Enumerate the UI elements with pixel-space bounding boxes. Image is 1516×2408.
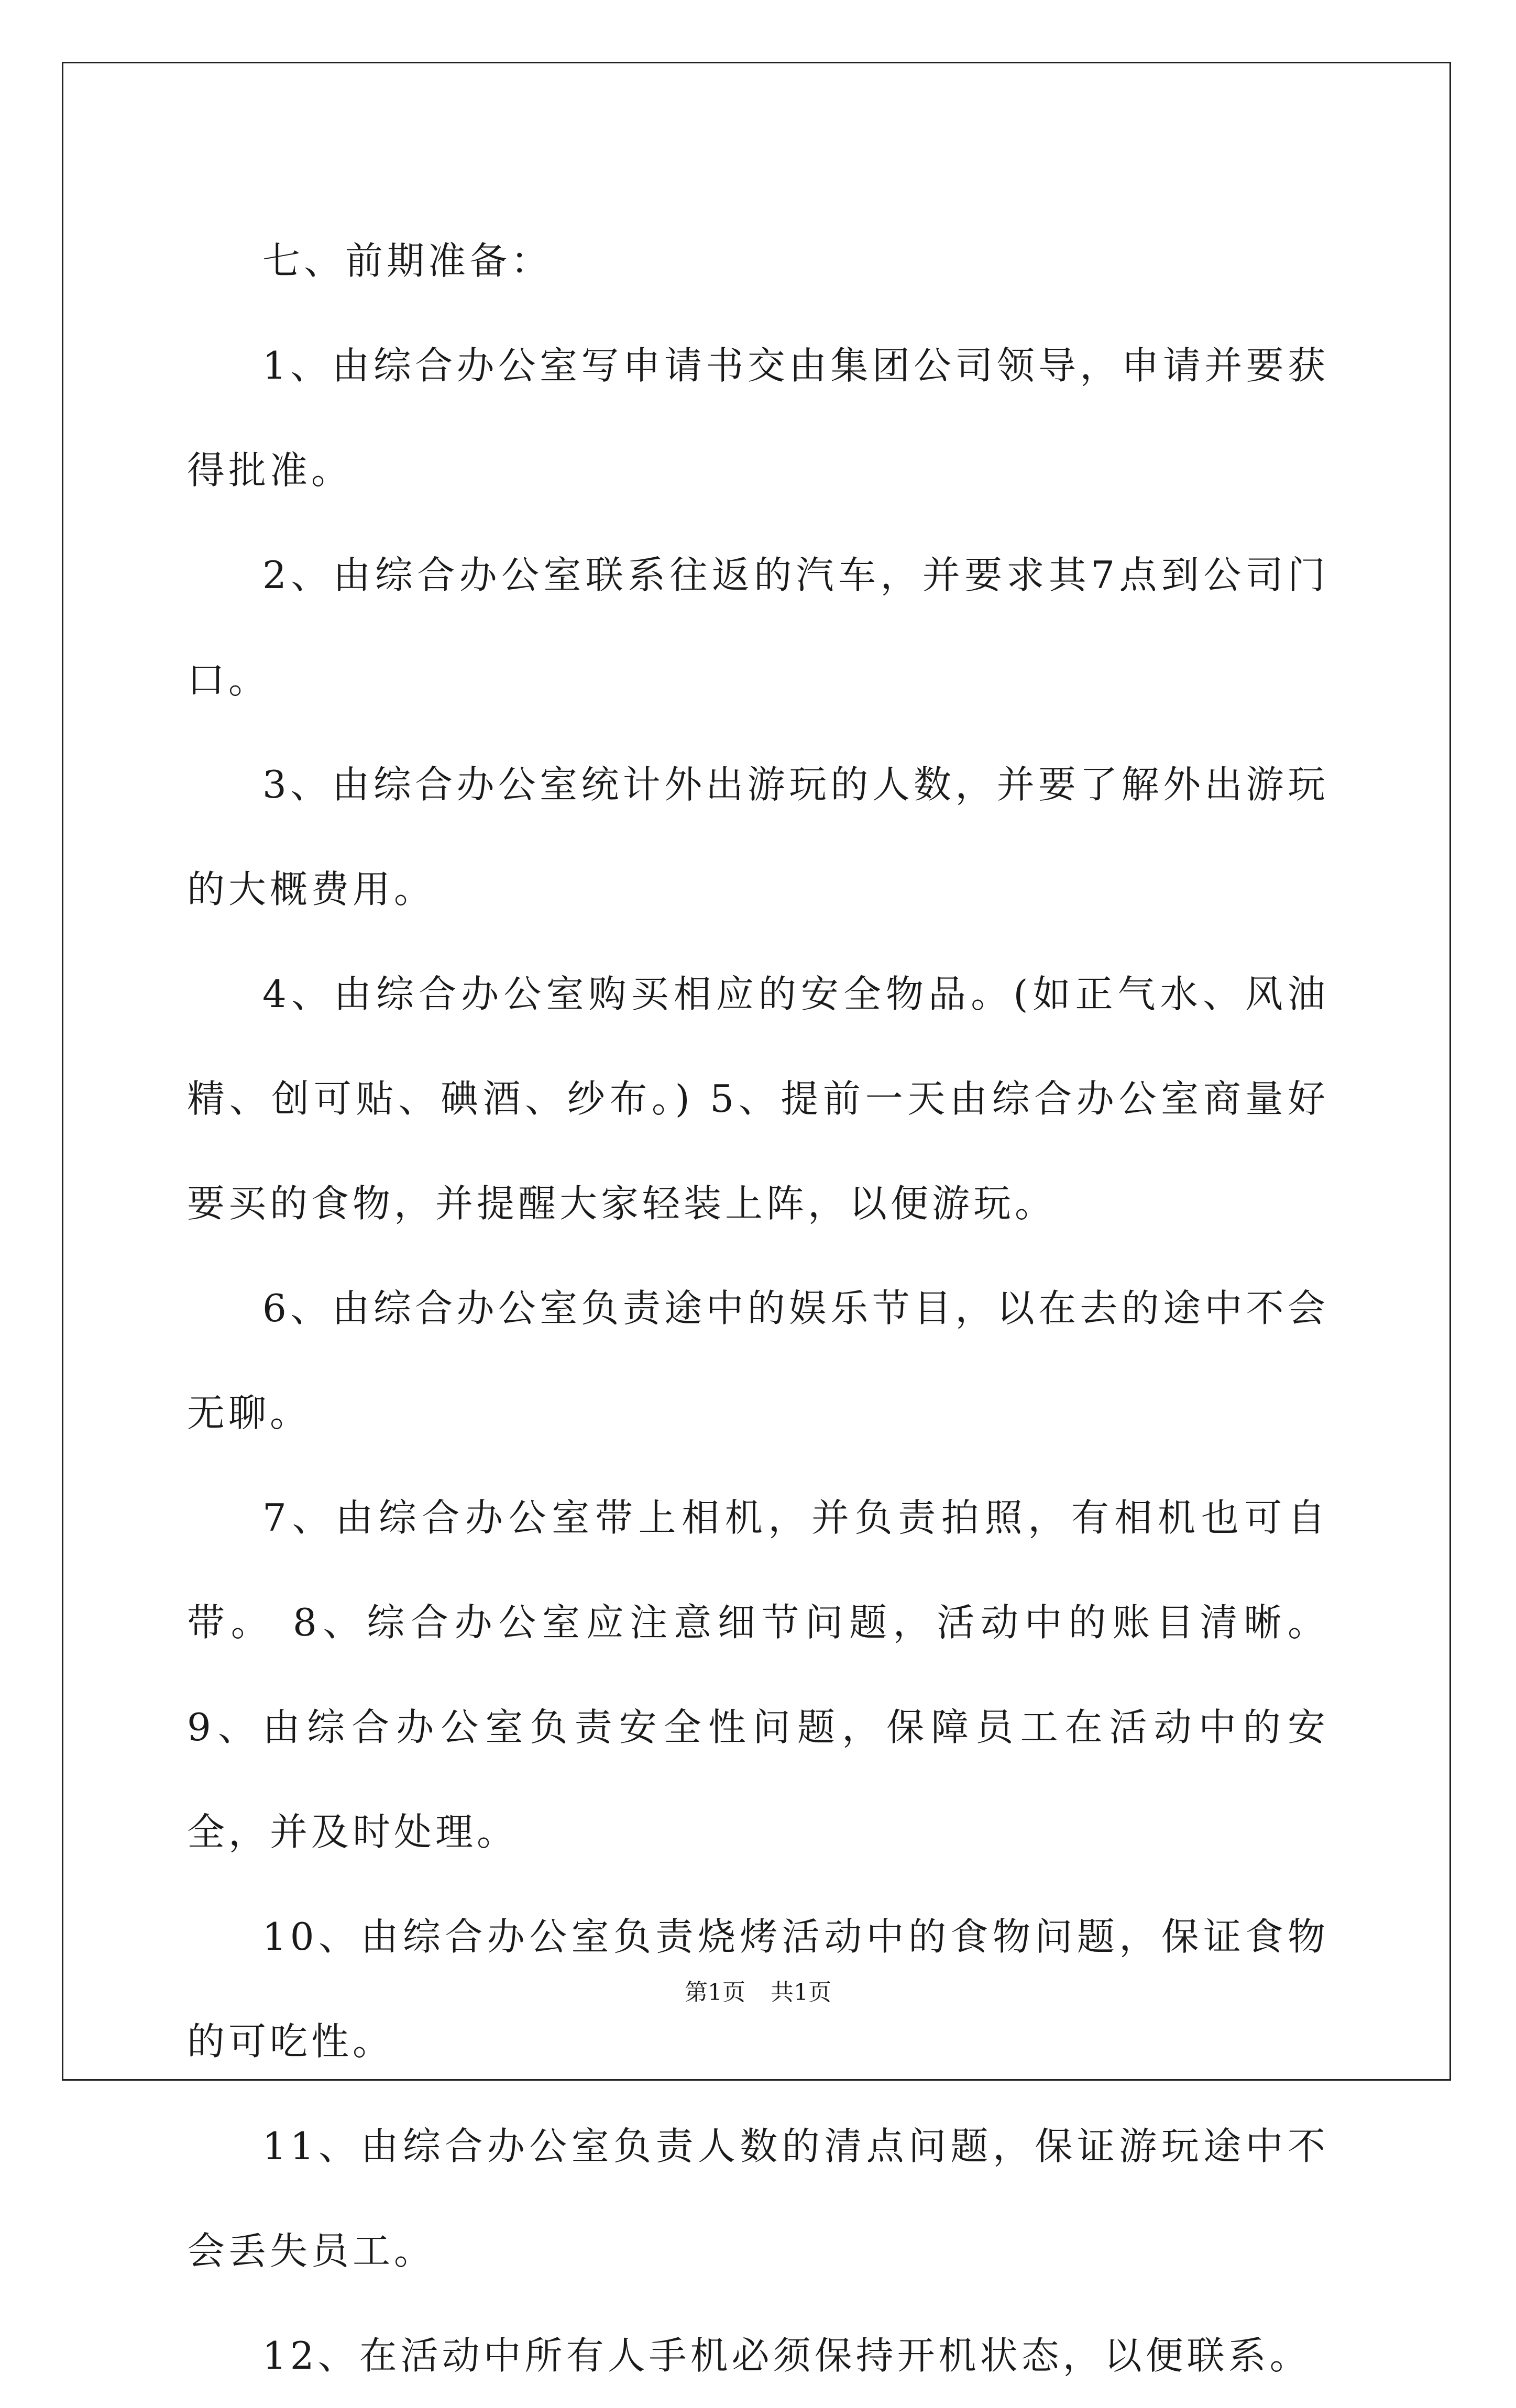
paragraph-item-10: 10、由综合办公室负责烧烤活动中的食物问题，保证食物的可吃性。 <box>187 1915 1329 2063</box>
paragraph-item-2: 2、由综合办公室联系往返的汽车，并要求其7点到公司门口。 <box>187 553 1329 702</box>
paragraph-item-4-5: 4、由综合办公室购买相应的安全物品。(如正气水、风油精、创可贴、碘酒、纱布。) 5、提前一天由综合办公室商量好要买的食物，并提醒大家轻装上阵，以便游玩。 <box>187 972 1329 1225</box>
paragraph-item-7-9: 7、由综合办公室带上相机，并负责拍照，有相机也可自带。 8、综合办公室应注意细节问题，活动中的账目清晰。 9、由综合办公室负责安全性问题，保障员工在活动中的安全，并及时处理。 <box>187 1496 1329 1854</box>
paragraph-item-11: 11、由综合办公室负责人数的清点问题，保证游玩途中不会丢失员工。 <box>187 2124 1329 2273</box>
paragraph-item-6: 6、由综合办公室负责途中的娱乐节目，以在去的途中不会无聊。 <box>187 1286 1329 1435</box>
document-body <box>187 208 1329 2408</box>
page-number: 第1页 <box>685 1979 745 2006</box>
page-count: 共1页 <box>771 1979 831 2006</box>
paragraph-item-3: 3、由综合办公室统计外出游玩的人数，并要了解外出游玩的大概费用。 <box>187 763 1329 911</box>
paragraph-item-12: 12、在活动中所有人手机必须保持开机状态，以便联系。 <box>262 2334 1311 2378</box>
section-heading: 七、前期准备： <box>262 239 553 283</box>
paragraph-item-1: 1、由综合办公室写申请书交由集团公司领导，申请并要获得批准。 <box>187 344 1329 492</box>
page-footer <box>0 1977 1516 2008</box>
